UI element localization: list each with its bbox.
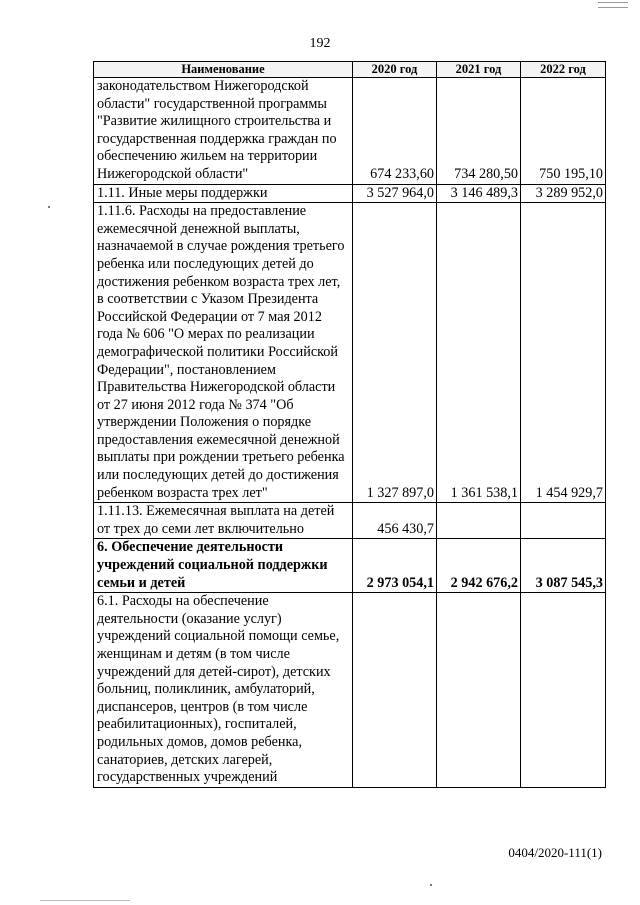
value-2022 [521, 503, 606, 539]
value-2020: 3 527 964,0 [353, 184, 437, 203]
value-2021: 734 280,50 [437, 78, 521, 185]
value-2021 [437, 593, 521, 788]
row-name: законодательством Нижегородской области" государственной программы "Развитие жилищного строительства и государственная поддержка граждан по обеспечению жильем на территории Нижегородской области" [94, 78, 353, 185]
header-name: Наименование [94, 62, 353, 78]
row-name: 1.11. Иные меры поддержки [94, 184, 353, 203]
row-name: 1.11.13. Ежемесячная выплата на детей от трех до семи лет включительно [94, 503, 353, 539]
value-2021: 3 146 489,3 [437, 184, 521, 203]
table-row [94, 503, 606, 539]
value-2022: 1 454 929,7 [521, 203, 606, 503]
value-2022: 750 195,10 [521, 78, 606, 185]
scan-mark [598, 2, 628, 8]
value-2020 [353, 593, 437, 788]
table-row [94, 184, 606, 203]
header-2022: 2022 год [521, 62, 606, 78]
value-2020: 674 233,60 [353, 78, 437, 185]
page-number: 192 [309, 36, 331, 51]
table-row [94, 593, 606, 788]
value-2021 [437, 503, 521, 539]
value-2020: 456 430,7 [353, 503, 437, 539]
value-2022: 3 087 545,3 [521, 539, 606, 593]
table-header-row [94, 62, 606, 78]
table-row-section [94, 539, 606, 593]
header-2021: 2021 год [437, 62, 521, 78]
scan-speck [48, 206, 50, 208]
row-name: 6. Обеспечение деятельности учреждений социальной поддержки семьи и детей [94, 539, 353, 593]
header-2020: 2020 год [353, 62, 437, 78]
value-2020: 2 973 054,1 [353, 539, 437, 593]
value-2022: 3 289 952,0 [521, 184, 606, 203]
value-2020: 1 327 897,0 [353, 203, 437, 503]
scan-speck [40, 900, 130, 901]
row-name: 1.11.6. Расходы на предоставление ежемесячной денежной выплаты, назначаемой в случае рождения третьего ребенка или последующих детей до достижения ребенком возраста трех лет, в соответствии с Указом Президента Российской Федерации от 7 мая 2012 года № 606 "О мерах по реализации демографической политики Российской Федерации", постановлением Правительства Нижегородской области от 27 июня 2012 года № 374 "Об утверждении Положения о порядке предоставления ежемесячной денежной выплаты при рождении третьего ребенка или последующих детей до достижения ребенком возраста трех лет" [94, 203, 353, 503]
value-2022 [521, 593, 606, 788]
table-row [94, 78, 606, 185]
table-row [94, 203, 606, 503]
value-2021: 1 361 538,1 [437, 203, 521, 503]
budget-table [93, 61, 606, 788]
value-2021: 2 942 676,2 [437, 539, 521, 593]
scan-speck [430, 884, 432, 886]
row-name: 6.1. Расходы на обеспечение деятельности (оказание услуг) учреждений социальной помощи семье, женщинам и детям (в том числе учреждений для детей-сирот), детских больниц, поликлиник, амбулаторий, диспансеров, центров (в том числе реабилитационных), госпиталей, родильных домов, домов ребенка, санаториев, детских лагерей, государственных учреждений [94, 593, 353, 788]
document-code: 0404/2020-111(1) [508, 845, 602, 860]
